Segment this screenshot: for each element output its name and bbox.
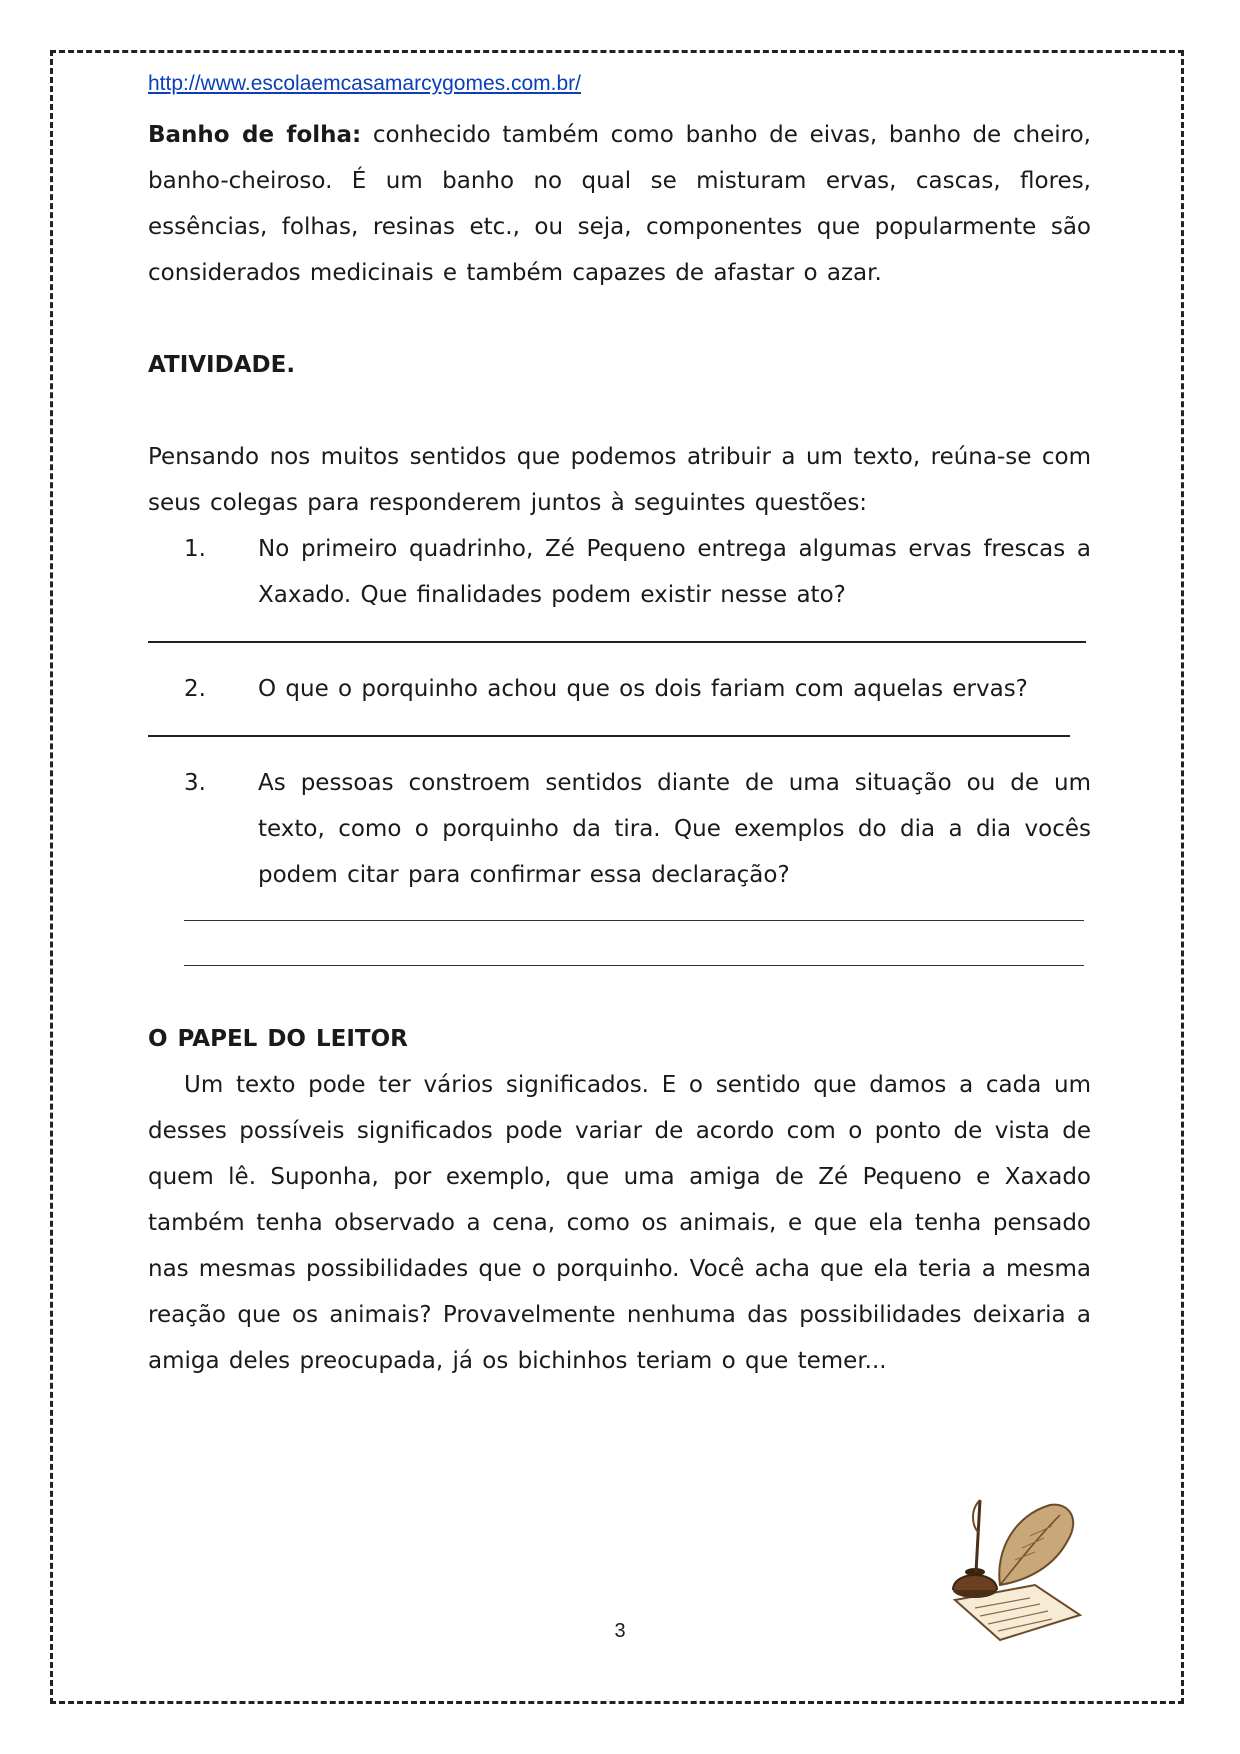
answer-line-2[interactable] — [148, 712, 1070, 737]
question-2 — [148, 666, 1091, 712]
definition-text: conhecido também como banho de eivas, banho de cheiro, banho-cheiroso. É um banho no qual se misturam ervas, cascas, flores, essências, folhas, resinas etc., ou seja, componentes que popularmente são considerados medicinais e também capazes de afastar o azar. — [148, 122, 1091, 286]
reader-heading: O PAPEL DO LEITOR — [148, 1026, 408, 1052]
activity-intro: Pensando nos muitos sentidos que podemos atribuir a um texto, reúna-se com seus colegas para responderem juntos à seguintes questões: — [148, 444, 1091, 516]
activity-heading: ATIVIDADE. — [148, 352, 296, 378]
question-number: 2. — [184, 676, 206, 702]
answer-line-3a[interactable] — [184, 898, 1084, 921]
definition-paragraph — [148, 112, 1091, 296]
reader-paragraph: Um texto pode ter vários significados. E o sentido que damos a cada um desses possíveis significados pode variar de acordo com o ponto de vista de quem lê. Suponha, por exemplo, que uma amiga de Zé Pequeno e Xaxado também tenha observado a cena, como os animais, e que ela tenha pensado nas mesmas possibilidades que o porquinho. Você acha que ela teria a mesma reação que os animais? Provavelmente nenhuma das possibilidades deixaria a amiga deles preocupada, já os bichinhos teriam o que temer... — [148, 1072, 1091, 1374]
question-1 — [148, 526, 1091, 618]
site-link[interactable]: http://www.escolaemcasamarcygomes.com.br/ — [148, 72, 581, 95]
definition-term: Banho de folha: — [148, 122, 362, 148]
question-text: As pessoas constroem sentidos diante de uma situação ou de um texto, como o porquinho da tira. Que exemplos do dia a dia vocês podem citar para confirmar essa declaração? — [258, 770, 1091, 888]
question-number: 3. — [184, 770, 206, 796]
page-content — [148, 70, 1091, 1384]
quill-and-inkwell-icon — [940, 1490, 1090, 1650]
page-number: 3 — [614, 1620, 626, 1642]
question-number: 1. — [184, 536, 206, 562]
question-3 — [148, 760, 1091, 898]
question-text: O que o porquinho achou que os dois fariam com aquelas ervas? — [258, 676, 1028, 702]
question-text: No primeiro quadrinho, Zé Pequeno entrega algumas ervas frescas a Xaxado. Que finalidades podem existir nesse ato? — [258, 536, 1091, 608]
answer-line-1[interactable] — [148, 618, 1086, 643]
answer-line-3b[interactable] — [184, 943, 1084, 966]
